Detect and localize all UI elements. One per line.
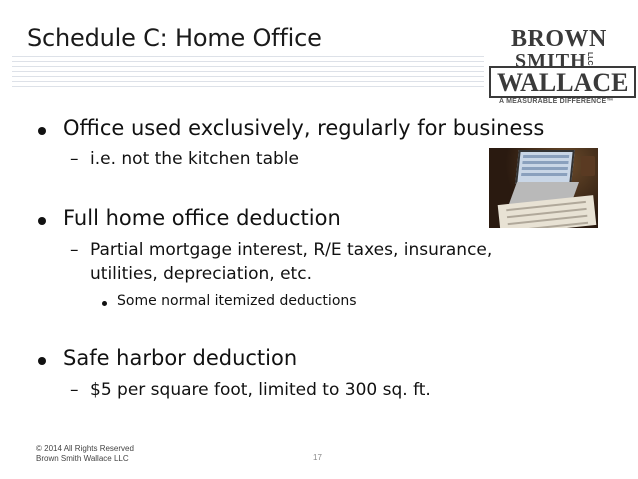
sub-bullet-dash: – — [70, 380, 79, 400]
bullet-2-sub-1-line-2: utilities, depreciation, etc. — [90, 264, 312, 284]
bullet-dot — [38, 217, 46, 225]
logo-word-smith: SMITH — [515, 50, 587, 72]
bullet-2-text: Full home office deduction — [63, 206, 341, 230]
page-number: 17 — [313, 453, 322, 462]
bullet-dot — [38, 357, 46, 365]
footer-copyright: © 2014 All Rights Reserved — [36, 444, 134, 453]
sub-bullet-dash: – — [70, 240, 79, 260]
title-underline-decoration — [12, 56, 484, 90]
footer-copyright-block — [36, 444, 134, 464]
bullet-2-sub-1-line-1: Partial mortgage interest, R/E taxes, insurance, — [90, 240, 493, 260]
logo-tagline: A MEASURABLE DIFFERENCE™ — [499, 98, 614, 105]
bullet-1-sub-1-text: i.e. not the kitchen table — [90, 149, 299, 169]
bullet-2-subsub-1-text: Some normal itemized deductions — [117, 293, 357, 309]
footer-company: Brown Smith Wallace LLC — [36, 454, 129, 463]
logo-word-brown: BROWN — [511, 26, 607, 52]
logo-word-wallace: WALLACE — [489, 66, 636, 98]
sub-bullet-dash: – — [70, 149, 79, 169]
company-logo — [487, 26, 629, 108]
bullet-3-text: Safe harbor deduction — [63, 346, 298, 370]
slide-title: Schedule C: Home Office — [27, 24, 322, 52]
laptop-photo — [489, 148, 598, 228]
logo-llc: LLC — [586, 52, 593, 66]
sub-sub-bullet-dot — [102, 301, 107, 306]
bullet-1-text: Office used exclusively, regularly for business — [63, 116, 545, 140]
laptop-screen-graphic — [515, 150, 575, 184]
bullet-3-sub-1-text: $5 per square foot, limited to 300 sq. ft. — [90, 380, 431, 400]
mug-graphic — [581, 156, 595, 176]
bullet-dot — [38, 127, 46, 135]
